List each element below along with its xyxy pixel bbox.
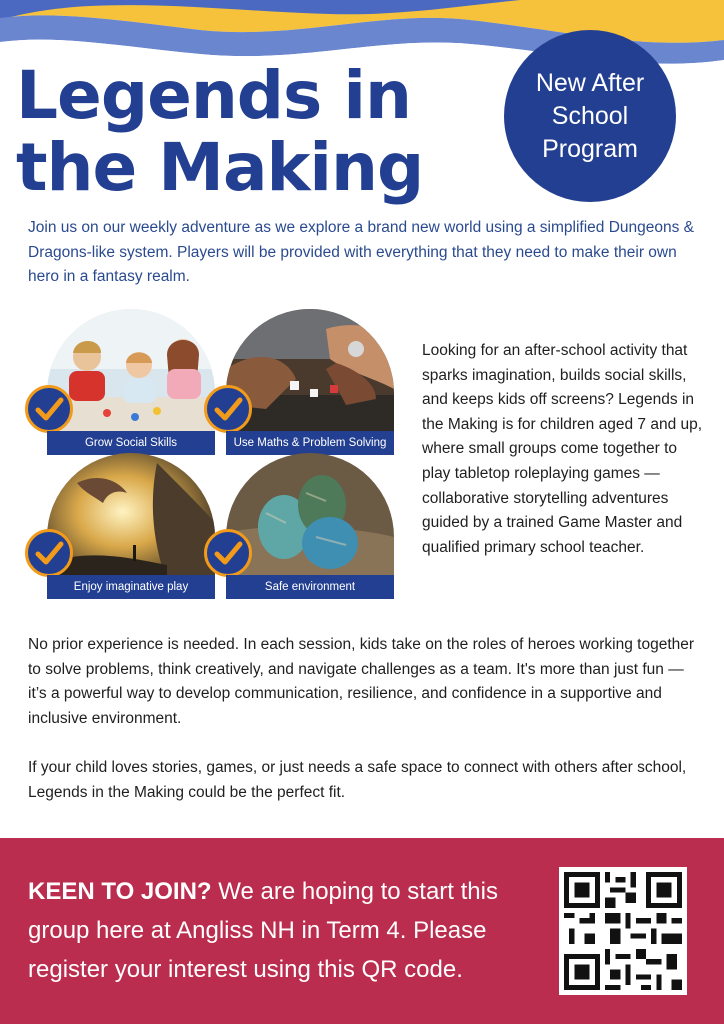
footer-message: We are hoping to start this group here at Angliss NH in Term 4. Please register your interest using this QR code. xyxy=(28,878,498,983)
new-program-badge: New After School Program xyxy=(504,30,676,202)
body-paragraph: No prior experience is needed. In each session, kids take on the roles of heroes working together to solve problems, think creatively, and navigate challenges as a team. It's more than just fun — it’s a powerful way to develop communication, resilience, and confidence in a supportive and inclusive environment. xyxy=(28,636,695,727)
footer-lead: KEEN TO JOIN? xyxy=(28,878,212,905)
side-description: Looking for an after-school activity that sparks imagination, builds social skills, and keeps kids off screens? Legends in the Making is for children aged 7 and up, where small groups come together to play tabletop roleplaying games — collaborative storytelling adventures guided by a trained Game Master and qualified primary school teacher. xyxy=(422,342,703,556)
feature-tile-social xyxy=(47,309,215,456)
check-icon xyxy=(204,529,252,577)
intro-text: Join us on our weekly adventure as we explore a brand new world using a simplified Dungeons & Dragons-like system. Players will be provided with everything that they need to make their own hero in a fantasy realm. xyxy=(28,219,695,285)
feature-tile-maths xyxy=(226,309,394,456)
page-title: Legends in the Making xyxy=(16,57,424,206)
check-icon xyxy=(25,385,73,433)
dragon-fantasy-image xyxy=(47,453,215,583)
feature-label: Enjoy imaginative play xyxy=(47,575,215,599)
feature-tile-imaginative xyxy=(47,453,215,600)
feature-label: Grow Social Skills xyxy=(47,431,215,455)
dice-game-image xyxy=(226,309,394,439)
check-icon xyxy=(25,529,73,577)
children-playing-image xyxy=(47,309,215,439)
dragon-eggs-image xyxy=(226,453,394,583)
qr-code-icon[interactable] xyxy=(559,867,687,995)
footer-text xyxy=(28,872,548,989)
feature-tile-safe xyxy=(226,453,394,600)
feature-label: Use Maths & Problem Solving xyxy=(226,431,394,455)
check-icon xyxy=(204,385,252,433)
feature-label: Safe environment xyxy=(226,575,394,599)
body-paragraph: If your child loves stories, games, or just needs a safe space to connect with others after school, Legends in the Making could be the perfect fit. xyxy=(28,759,687,801)
footer-call-to-action xyxy=(0,838,724,1024)
